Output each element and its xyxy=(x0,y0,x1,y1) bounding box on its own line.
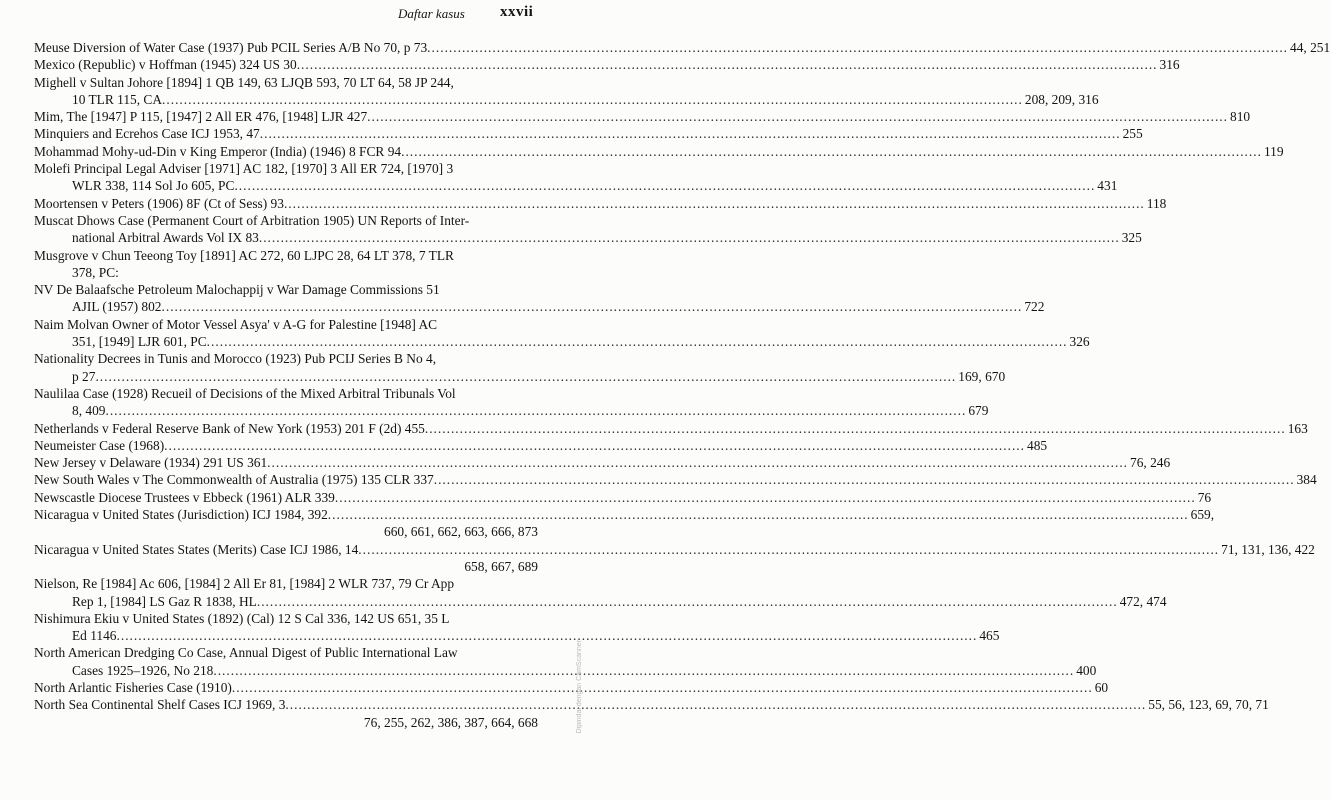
case-entry-line xyxy=(34,575,538,592)
dot-leader xyxy=(234,177,1095,194)
page-references: 325 xyxy=(1121,230,1142,246)
case-entry-line xyxy=(34,74,538,91)
page-references: 118 xyxy=(1146,195,1167,211)
case-entry-line xyxy=(34,125,1143,142)
page-references: 384 xyxy=(1296,472,1317,488)
case-entry-line xyxy=(34,471,1317,488)
page-number: xxvii xyxy=(500,4,534,20)
case-entry-line xyxy=(34,662,1097,679)
case-entry xyxy=(34,39,1330,56)
case-entry xyxy=(34,506,1215,541)
page-references: 659, xyxy=(1190,507,1215,523)
page-references: 465 xyxy=(979,628,1000,644)
case-entry-line xyxy=(34,39,1330,56)
page-references: 400 xyxy=(1076,662,1097,678)
dot-leader xyxy=(162,298,1023,315)
dot-leader xyxy=(117,627,978,644)
case-entry xyxy=(34,247,538,282)
dot-leader xyxy=(367,108,1228,125)
case-entry xyxy=(34,679,1109,696)
page-references: 163 xyxy=(1287,420,1308,436)
case-entry-line xyxy=(34,437,1048,454)
dot-leader xyxy=(425,420,1286,437)
case-citation: Ed 1146 xyxy=(72,628,117,644)
case-citation: Netherlands v Federal Reserve Bank of New York (1953) 201 F (2d) 455 xyxy=(34,420,425,436)
case-entry-line xyxy=(34,143,1284,160)
case-entry-line xyxy=(34,627,1000,644)
page-references: 660, 661, 662, 663, 666, 873 xyxy=(384,524,538,540)
case-entry-line xyxy=(34,696,1269,713)
page-references: 810 xyxy=(1230,109,1251,125)
dot-leader xyxy=(297,56,1158,73)
case-entry-line xyxy=(34,454,1171,471)
case-entry xyxy=(34,471,1317,488)
case-entry xyxy=(34,420,1308,437)
case-entry-line xyxy=(34,264,538,281)
case-entry xyxy=(34,489,1212,506)
dot-leader xyxy=(328,506,1189,523)
dot-leader xyxy=(259,229,1120,246)
page-references: 431 xyxy=(1097,178,1118,194)
case-entry-line xyxy=(34,350,538,367)
case-citation: 378, PC: xyxy=(72,264,119,280)
case-entry-line xyxy=(34,506,1215,523)
dot-leader xyxy=(164,437,1025,454)
dot-leader xyxy=(267,454,1128,471)
case-citation: Muscat Dhows Case (Permanent Court of Arbitration 1905) UN Reports of Inter- xyxy=(34,212,470,228)
case-citation: Moortensen v Peters (1906) 8F (Ct of Sess) 93 xyxy=(34,195,284,211)
case-entry-line xyxy=(34,523,538,540)
case-entry-line xyxy=(34,714,538,731)
case-citation: 351, [1949] LJR 601, PC xyxy=(72,334,207,350)
case-entry xyxy=(34,74,1099,109)
page-references: 55, 56, 123, 69, 70, 71 xyxy=(1148,697,1269,713)
case-citation: Nishimura Ekiu v United States (1892) (Cal) 12 S Cal 336, 142 US 651, 35 L xyxy=(34,610,450,626)
case-entry xyxy=(34,541,1315,576)
case-entry-line xyxy=(34,644,538,661)
case-citation: Meuse Diversion of Water Case (1937) Pub PCIL Series A/B No 70, p 73 xyxy=(34,40,428,55)
case-entry-line xyxy=(34,91,1099,108)
page-references: 472, 474 xyxy=(1119,593,1167,609)
case-citation: Naulilaa Case (1928) Recueil of Decisions of the Mixed Arbitral Tribunals Vol xyxy=(34,385,456,401)
case-citation: Mighell v Sultan Johore [1894] 1 QB 149, 63 LJQB 593, 70 LT 64, 58 JP 244, xyxy=(34,74,454,90)
case-entry-line xyxy=(34,247,538,264)
case-entry-line xyxy=(34,679,1109,696)
page-references: 658, 667, 689 xyxy=(464,558,538,574)
case-entry-line xyxy=(34,281,538,298)
dot-leader xyxy=(284,195,1145,212)
case-citation: Rep 1, [1984] LS Gaz R 1838, HL xyxy=(72,593,257,609)
case-entry xyxy=(34,610,1000,645)
case-citation: Cases 1925–1926, No 218 xyxy=(72,662,214,678)
case-entry-line xyxy=(34,610,538,627)
dot-leader xyxy=(207,333,1068,350)
case-entry-line xyxy=(34,541,1315,558)
case-citation: WLR 338, 114 Sol Jo 605, PC xyxy=(72,178,235,194)
case-citation: NV De Balaafsche Petroleum Malochappij v War Damage Commissions 51 xyxy=(34,282,440,298)
page-references: 119 xyxy=(1263,143,1284,159)
case-entry xyxy=(34,696,1269,731)
case-citation: Nicaragua v United States (Jurisdiction) ICJ 1984, 392 xyxy=(34,507,328,523)
running-header xyxy=(0,4,585,24)
case-citation: national Arbitral Awards Vol IX 83 xyxy=(72,230,259,246)
page-references: 326 xyxy=(1069,334,1090,350)
page-references: 679 xyxy=(968,403,989,419)
case-entry-line xyxy=(34,108,1251,125)
case-citation: Mim, The [1947] P 115, [1947] 2 All ER 476, [1948] LJR 427 xyxy=(34,109,368,125)
case-entry xyxy=(34,350,1006,385)
dot-leader xyxy=(162,91,1023,108)
case-entry-line xyxy=(34,229,1142,246)
case-entry-line xyxy=(34,212,538,229)
dot-leader xyxy=(95,368,956,385)
case-entry xyxy=(34,212,1142,247)
page-references: 485 xyxy=(1027,437,1048,453)
case-entry xyxy=(34,316,1090,351)
dot-leader xyxy=(105,402,966,419)
dot-leader xyxy=(401,143,1262,160)
dot-leader xyxy=(358,541,1219,558)
case-citation: Mohammad Mohy-ud-Din v King Emperor (India) (1946) 8 FCR 94 xyxy=(34,143,402,159)
section-title: Daftar kasus xyxy=(398,6,465,21)
case-entry xyxy=(34,160,1118,195)
dot-leader xyxy=(434,471,1295,488)
case-citation: AJIL (1957) 802 xyxy=(72,299,162,315)
case-citation: Nationality Decrees in Tunis and Morocco (1923) Pub PCIJ Series B No 4, xyxy=(34,351,437,367)
case-entry-line xyxy=(34,160,538,177)
case-entry xyxy=(34,575,1167,610)
case-entry-line xyxy=(34,177,1118,194)
page-references: 316 xyxy=(1159,57,1180,73)
case-citation: Neumeister Case (1968) xyxy=(34,437,165,453)
case-citation: Musgrove v Chun Teeong Toy [1891] AC 272, 60 LJPC 28, 64 LT 378, 7 TLR xyxy=(34,247,454,263)
case-citation: North Arlantic Fisheries Case (1910) xyxy=(34,679,232,695)
case-citation: Nielson, Re [1984] Ac 606, [1984] 2 All Er 81, [1984] 2 WLR 737, 79 Cr App xyxy=(34,576,455,592)
case-citation: North Sea Continental Shelf Cases ICJ 1969, 3 xyxy=(34,697,286,713)
case-entry-line xyxy=(34,333,1090,350)
dot-leader xyxy=(285,696,1146,713)
case-citation: North American Dredging Co Case, Annual Digest of Public International Law xyxy=(34,645,458,661)
case-entry xyxy=(34,195,1167,212)
case-entry xyxy=(34,644,1097,679)
case-entry xyxy=(34,125,1143,142)
case-citation: New South Wales v The Commonwealth of Australia (1975) 135 CLR 337 xyxy=(34,472,434,488)
case-citation: p 27 xyxy=(72,368,96,384)
dot-leader xyxy=(427,39,1288,56)
case-citation: Minquiers and Ecrehos Case ICJ 1953, 47 xyxy=(34,126,260,142)
page-references: 76 xyxy=(1197,489,1212,505)
case-entry xyxy=(34,108,1251,125)
page-references: 44, 251 xyxy=(1290,40,1330,55)
page-references: 76, 246 xyxy=(1130,455,1171,471)
case-entry-line xyxy=(34,56,1180,73)
case-citation: Newscastle Diocese Trustees v Ebbeck (1961) ALR 339 xyxy=(34,489,335,505)
case-entry-line xyxy=(34,593,1167,610)
page-references: 60 xyxy=(1094,679,1109,695)
case-entry-line xyxy=(34,195,1167,212)
case-citation: Nicaragua v United States States (Merits) Case ICJ 1986, 14 xyxy=(34,541,359,557)
case-entry xyxy=(34,437,1048,454)
case-entry-line xyxy=(34,316,538,333)
page-references: 169, 670 xyxy=(958,368,1006,384)
page-references: 722 xyxy=(1024,299,1045,315)
page-references: 76, 255, 262, 386, 387, 664, 668 xyxy=(363,714,538,730)
case-citation: New Jersey v Delaware (1934) 291 US 361 xyxy=(34,455,268,471)
case-entry-line xyxy=(34,402,989,419)
case-entry-line xyxy=(34,368,1006,385)
case-citation: 10 TLR 115, CA xyxy=(72,91,163,107)
dot-leader xyxy=(260,125,1121,142)
case-entry xyxy=(34,454,1171,471)
scanner-watermark: Dipindai dengan CamScanner xyxy=(576,640,583,734)
dot-leader xyxy=(335,489,1196,506)
case-citation: Mexico (Republic) v Hoffman (1945) 324 US 30 xyxy=(34,57,297,73)
case-citation: 8, 409 xyxy=(72,403,106,419)
case-citation: Naim Molvan Owner of Motor Vessel Asya' v A-G for Palestine [1948] AC xyxy=(34,316,438,332)
case-entry-line xyxy=(34,385,538,402)
case-entry xyxy=(34,143,1284,160)
case-entry xyxy=(34,56,1180,73)
case-entry xyxy=(34,385,989,420)
case-entry-line xyxy=(34,298,1045,315)
dot-leader xyxy=(213,662,1074,679)
case-entry-line xyxy=(34,558,538,575)
page-references: 255 xyxy=(1122,126,1143,142)
case-entry-line xyxy=(34,489,1212,506)
case-entry-line xyxy=(34,420,1308,437)
page-references: 208, 209, 316 xyxy=(1024,91,1099,107)
dot-leader xyxy=(257,593,1118,610)
case-citation: Molefi Principal Legal Adviser [1971] AC 182, [1970] 3 All ER 724, [1970] 3 xyxy=(34,161,454,177)
case-entry xyxy=(34,281,1045,316)
dot-leader xyxy=(232,679,1093,696)
page-references: 71, 131, 136, 422 xyxy=(1221,541,1315,557)
